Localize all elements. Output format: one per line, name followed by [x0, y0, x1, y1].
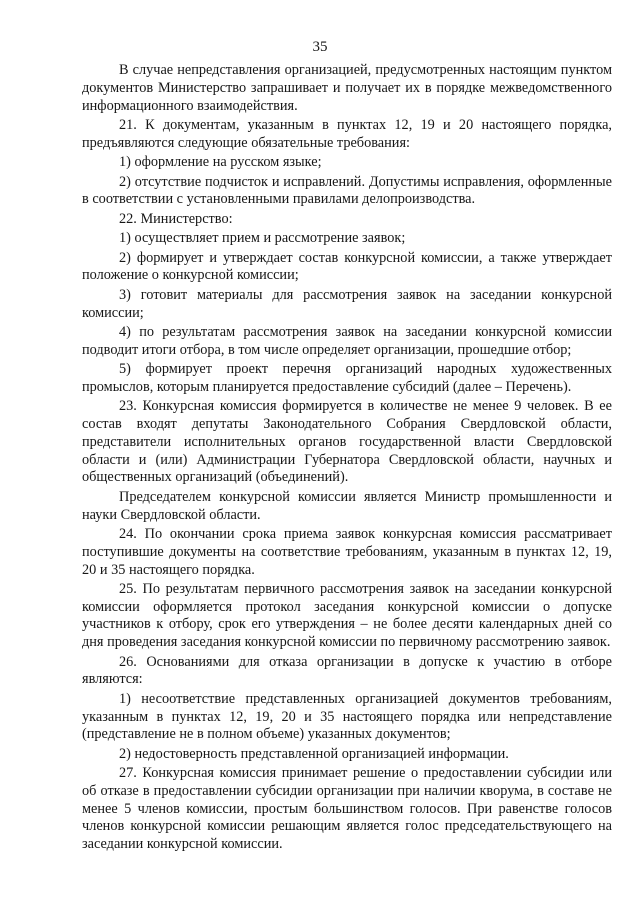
- refusal-item-1: 1) несоответствие представленных организацией документов требованиям, указанным в пунктах 12, 19, 20 и 35 настоящего порядка или непредставление (представление не в полном объеме) указанных документов;: [82, 690, 612, 743]
- ministry-item-3: 3) готовит материалы для рассмотрения заявок на заседании конкурсной комиссии;: [82, 286, 612, 321]
- refusal-item-2: 2) недостоверность представленной организацией информации.: [119, 745, 509, 762]
- paragraph-26-refusal-grounds: 26. Основаниями для отказа организации в допуске к участию в отборе являются:: [82, 653, 612, 688]
- paragraph-missing-documents: В случае непредставления организацией, предусмотренных настоящим пунктом документов Министерство запрашивает и получает их в порядке межведомственного информационного взаимодействия.: [82, 62, 612, 114]
- paragraph-commission-chair: Председателем конкурсной комиссии является Министр промышленности и науки Свердловской области.: [82, 488, 612, 523]
- paragraph-22-ministry: 22. Министерство:: [119, 210, 233, 227]
- paragraph-24-review: 24. По окончании срока приема заявок конкурсная комиссия рассматривает поступившие документы на соответствие требованиям, указанным в пунктах 12, 19, 20 и 35 настоящего порядка.: [82, 526, 612, 578]
- paragraph-27-decision: 27. Конкурсная комиссия принимает решение о предоставлении субсидии или об отказе в предоставлении субсидии организации при наличии кворума, в составе не менее 5 членов комиссии, простым большинством голосов. При равенстве голосов членов конкурсной комиссии решающим является голос председательствующего на заседании конкурсной комиссии.: [82, 765, 612, 853]
- ministry-item-1: 1) осуществляет прием и рассмотрение заявок;: [119, 230, 406, 247]
- requirement-item-1: 1) оформление на русском языке;: [119, 154, 322, 171]
- ministry-item-5: 5) формирует проект перечня организаций народных художественных промыслов, которым планируется предоставление субсидий (далее – Перечень).: [82, 361, 612, 395]
- document-body: [82, 62, 612, 856]
- page-number: 35: [312, 39, 328, 55]
- paragraph-21-requirements: 21. К документам, указанным в пунктах 12, 19 и 20 настоящего порядка, предъявляются следующие обязательные требования:: [82, 116, 612, 151]
- ministry-item-2: 2) формирует и утверждает состав конкурсной комиссии, а также утверждает положение о конкурсной комиссии;: [82, 249, 612, 284]
- paragraph-23-commission: 23. Конкурсная комиссия формируется в количестве не менее 9 человек. В ее состав входят депутаты Законодательного Собрания Свердловской области, представители исполнительных органов государственной власти Свердловской области и (или) Администрации Губернатора Свердловской области, научных и общественных организаций (объединений).: [82, 398, 612, 486]
- paragraph-25-protocol: 25. По результатам первичного рассмотрения заявок на заседании конкурсной комиссии оформляется протокол заседания конкурсной комиссии о допуске участников к отбору, срок его утверждения – не более десяти календарных дней со дня проведения заседания конкурсной комиссии по первичному рассмотрению заявок.: [82, 580, 612, 651]
- requirement-item-2: 2) отсутствие подчисток и исправлений. Допустимы исправления, оформленные в соответствии с установленными правилами делопроизводства.: [82, 173, 612, 208]
- ministry-item-4: 4) по результатам рассмотрения заявок на заседании конкурсной комиссии подводит итоги отбора, в том числе определяет организации, прошедшие отбор;: [82, 324, 612, 358]
